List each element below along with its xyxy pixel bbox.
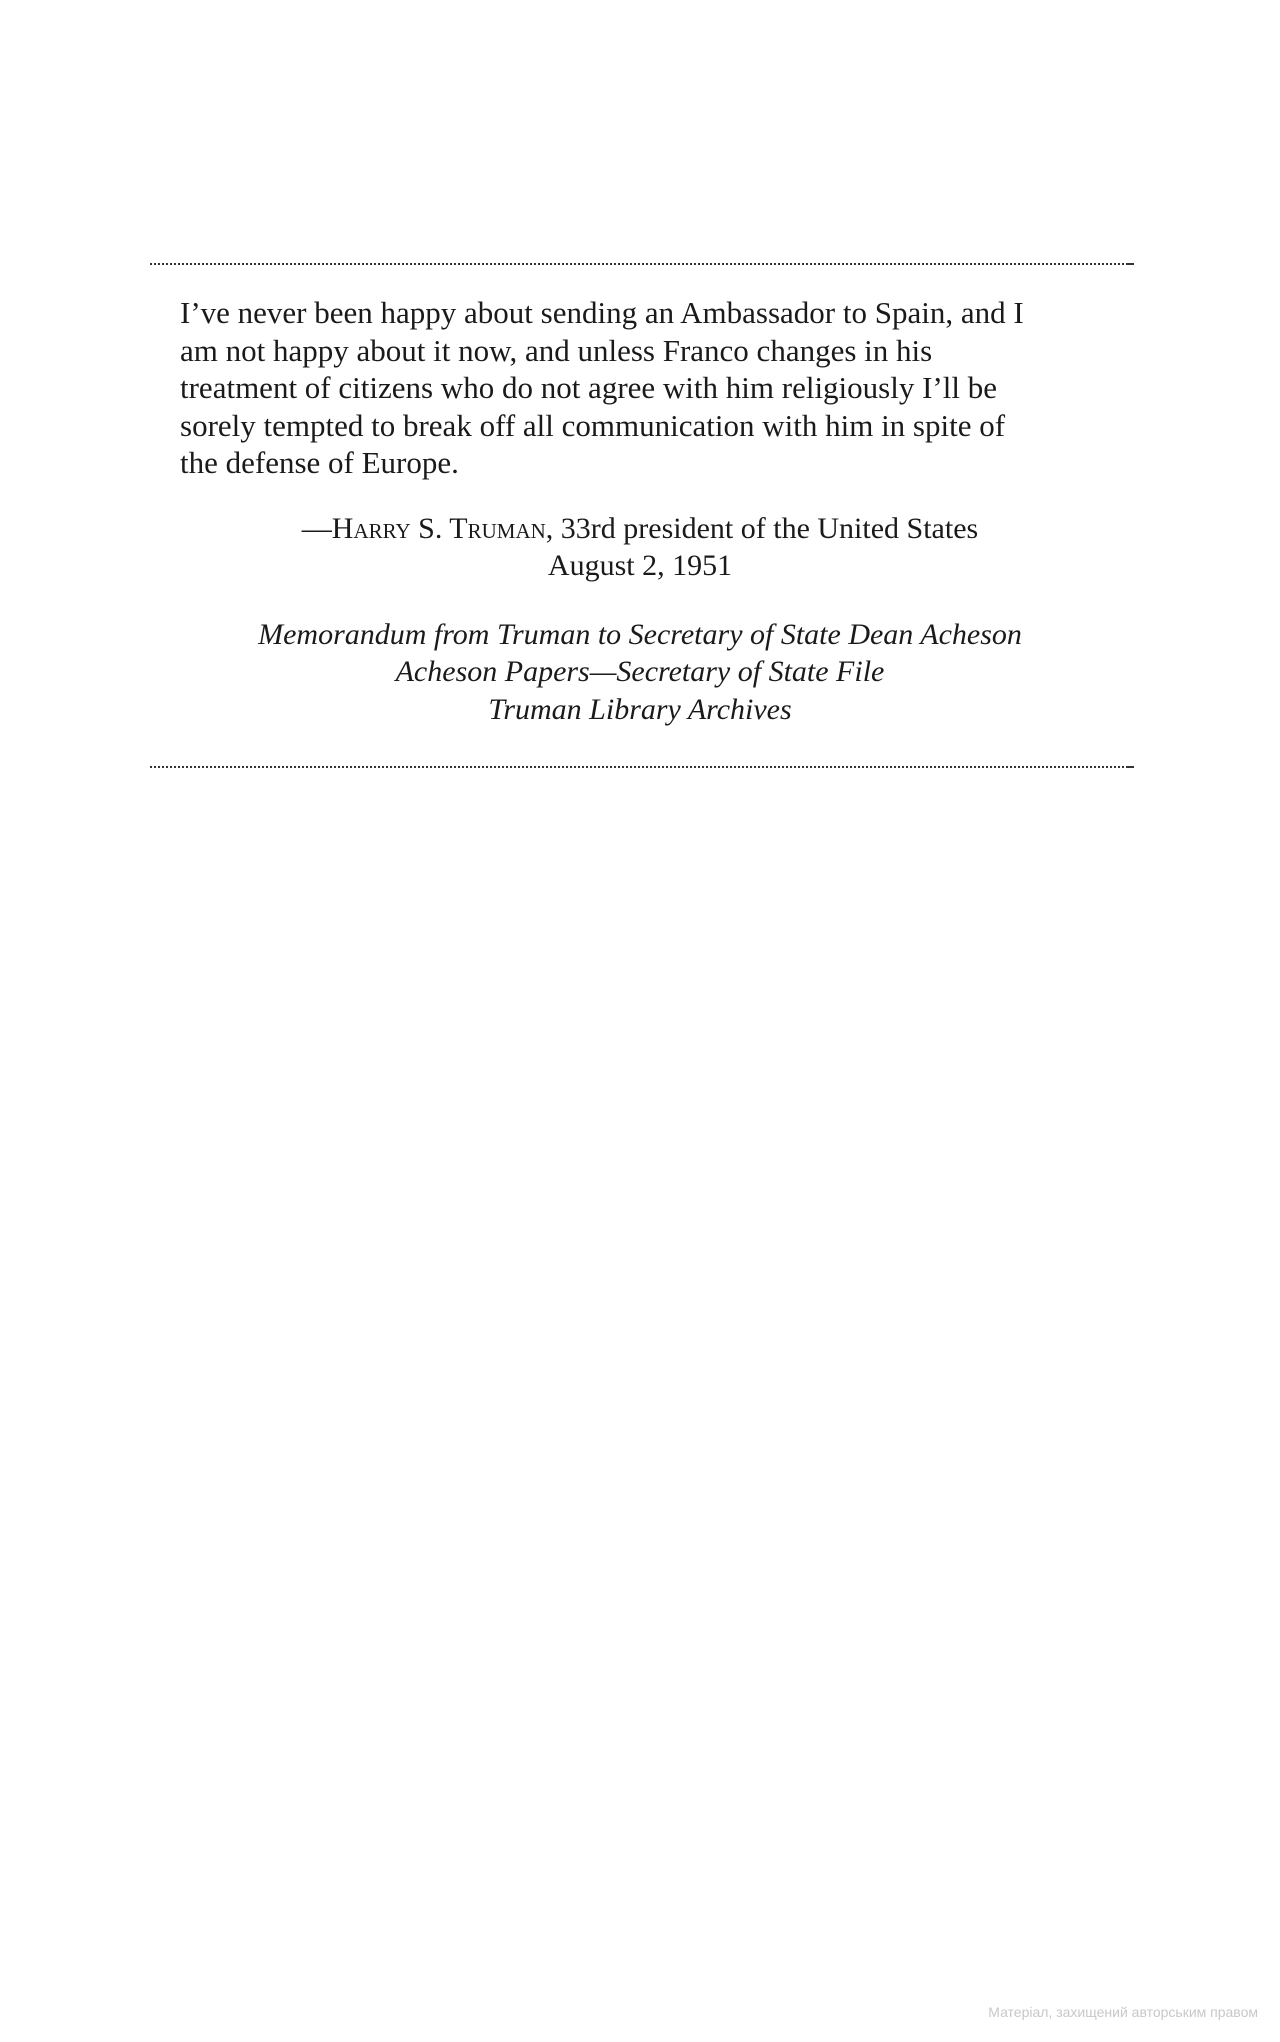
attribution-dash: — [301, 511, 332, 545]
copyright-watermark: Матеріал, захищений авторським правом [988, 2004, 1258, 2020]
attribution-name: Harry S. Truman [331, 511, 546, 545]
epigraph [180, 294, 1080, 728]
quote-line: sorely tempted to break off all communication with him in spite of [180, 407, 1006, 443]
bottom-divider [150, 766, 1128, 768]
source-line: Truman Library Archives [488, 692, 792, 726]
attribution-date: August 2, 1951 [547, 549, 733, 582]
epigraph-source [180, 616, 1100, 729]
epigraph-quote [180, 294, 1080, 482]
quote-line: the defense of Europe. [180, 445, 459, 480]
quote-line: treatment of citizens who do not agree with him religiously I’ll be [180, 370, 997, 405]
quote-line: am not happy about it now, and unless Franco changes in his [180, 332, 933, 368]
top-divider [150, 263, 1128, 265]
quote-line: I’ve never been happy about sending an Ambassador to Spain, and I [180, 295, 1024, 330]
source-line: Acheson Papers—Secretary of State File [395, 655, 885, 688]
source-line: Memorandum from Truman to Secretary of State Dean Acheson [258, 617, 1022, 651]
attribution-role: , 33rd president of the United States [545, 511, 979, 545]
attribution-line [180, 510, 1100, 548]
epigraph-attribution [180, 510, 1100, 585]
